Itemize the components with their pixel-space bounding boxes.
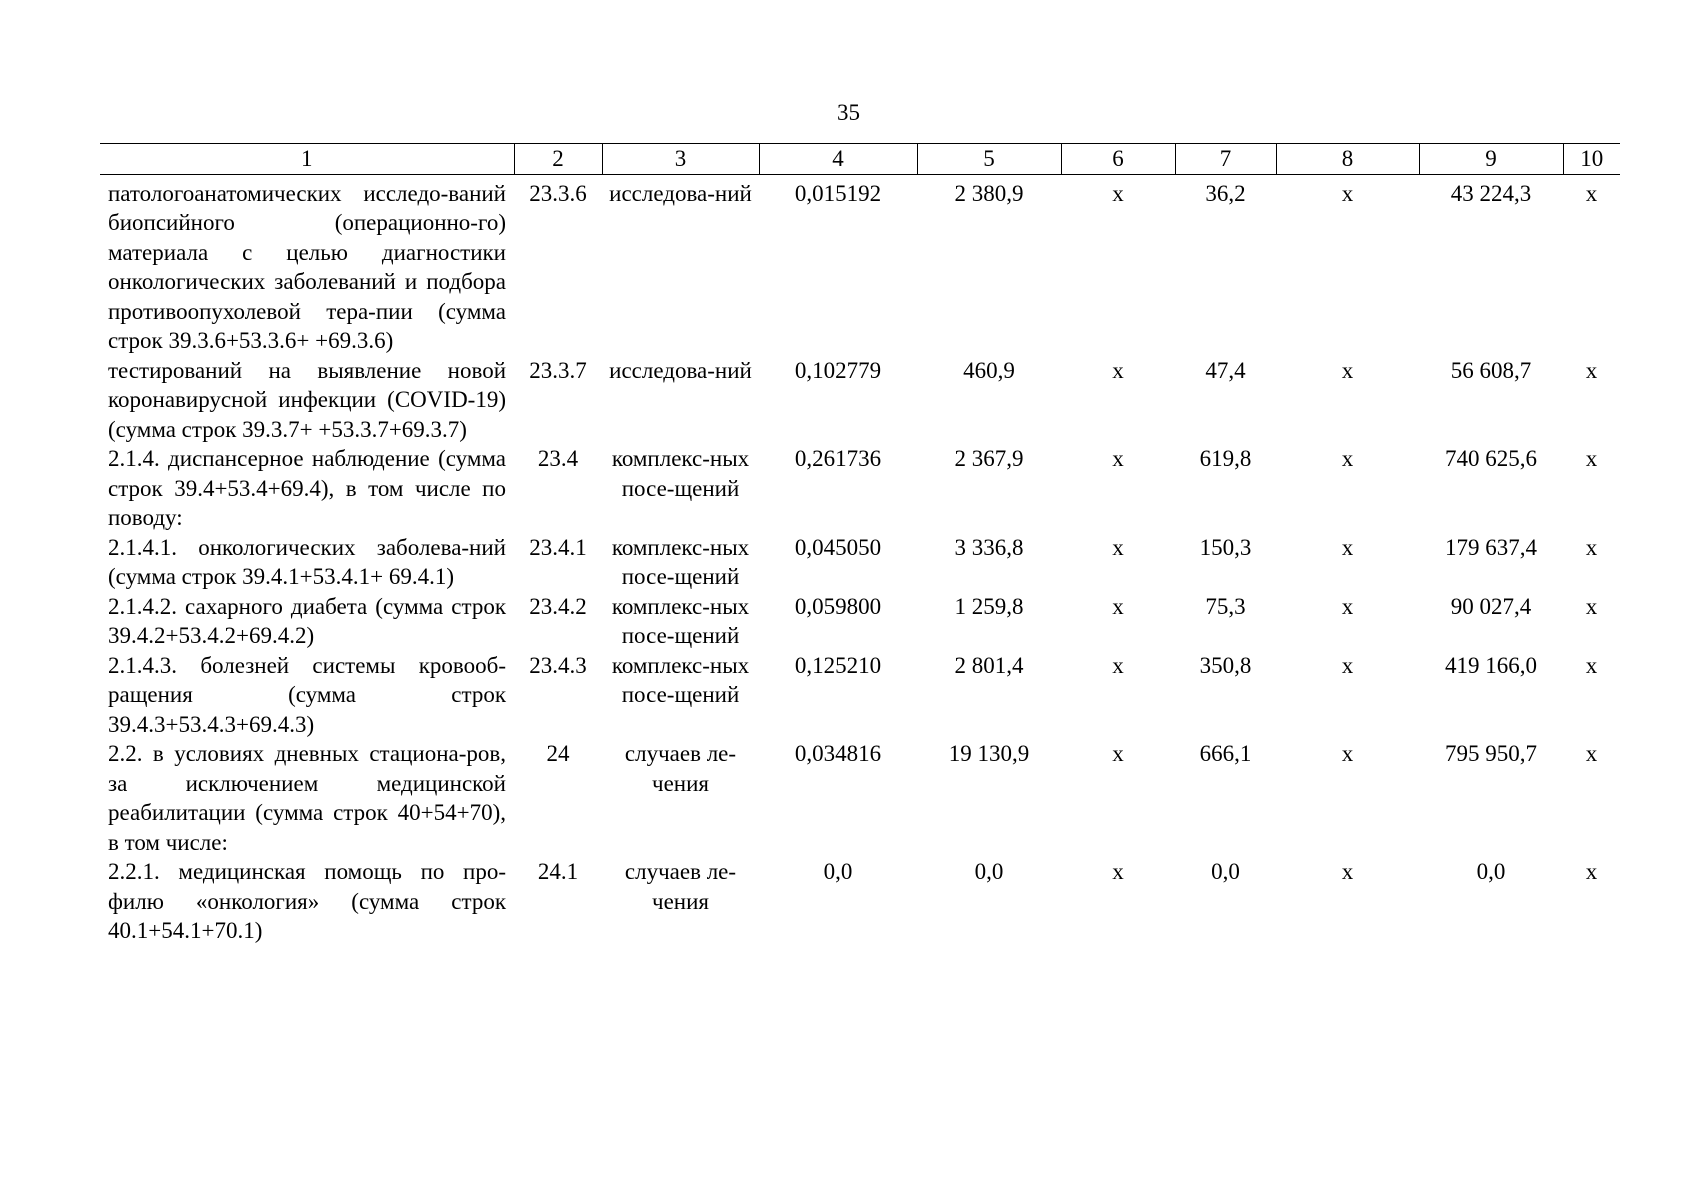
row-unit: случаев ле-чения: [624, 741, 737, 796]
row-value-col8: х: [1341, 859, 1354, 884]
row-value-col6: х: [1112, 180, 1124, 206]
row-line-code: 23.4.3: [529, 652, 587, 678]
row-description: 2.1.4. диспансерное наблюдение (сумма строк 39.4+53.4+69.4), в том числе по поводу:: [108, 446, 506, 530]
row-value-col7: 47,4: [1205, 357, 1246, 383]
row-value-col7: 350,8: [1199, 652, 1252, 678]
row-value-col6: х: [1112, 652, 1124, 678]
row-unit: исследова-ний: [609, 357, 752, 383]
row-unit: комплекс-ных посе-щений: [611, 534, 750, 589]
table-row: [100, 857, 1620, 946]
column-header: 7: [1175, 144, 1276, 175]
row-unit: комплекс-ных посе-щений: [611, 446, 750, 501]
table-row: [100, 592, 1620, 651]
row-value-col4: 0,125210: [794, 652, 882, 678]
row-value-col4: 0,0: [823, 859, 853, 884]
row-value-col8: х: [1341, 357, 1354, 383]
row-line-code: 23.4: [537, 446, 579, 471]
table-row: [100, 356, 1620, 445]
table-row: [100, 533, 1620, 592]
page-number: 35: [837, 100, 860, 125]
row-value-col5: 2 801,4: [954, 652, 1024, 678]
row-value-col7: 150,3: [1199, 534, 1252, 560]
row-value-col9: 90 027,4: [1450, 593, 1532, 619]
table-row: [100, 174, 1620, 356]
row-value-col5: 0,0: [974, 859, 1004, 884]
column-header: 8: [1276, 144, 1419, 175]
row-value-col6: х: [1112, 357, 1124, 383]
row-unit: комплекс-ных посе-щений: [611, 652, 750, 707]
table-row: [100, 739, 1620, 857]
row-description: 2.1.4.1. онкологических заболева-ний (сумма строк 39.4.1+53.4.1+ 69.4.1): [108, 534, 506, 589]
row-value-col7: 619,8: [1199, 446, 1252, 471]
column-header: 5: [917, 144, 1061, 175]
row-description: тестирований на выявление новой коронавирусной инфекции (COVID-19) (сумма строк 39.3.7+ +53.3.7+69.3.7): [108, 357, 506, 442]
row-value-col8: х: [1341, 180, 1354, 206]
column-header: 2: [514, 144, 602, 175]
row-value-col9: 43 224,3: [1450, 180, 1532, 206]
row-value-col5: 2 380,9: [954, 180, 1024, 206]
row-value-col5: 1 259,8: [954, 593, 1024, 619]
row-description: патологоанатомических исследо-ваний биопсийного (операционно-го) материала с целью диагностики онкологических заболеваний и подбора противоопухолевой тера-пии (сумма строк 39.3.6+53.3.6+ +69.3.6): [108, 180, 506, 353]
row-value-col9: 419 166,0: [1445, 652, 1537, 678]
row-value-col4: 0,059800: [794, 593, 882, 619]
row-value-col8: х: [1341, 652, 1354, 678]
row-unit: случаев ле-чения: [624, 859, 737, 914]
row-value-col10: х: [1585, 593, 1598, 619]
column-header: 10: [1563, 144, 1620, 175]
row-line-code: 23.3.6: [529, 180, 587, 206]
column-header: 6: [1061, 144, 1175, 175]
row-value-col4: 0,102779: [794, 357, 882, 383]
row-value-col9: 0,0: [1476, 859, 1506, 884]
row-value-col6: х: [1112, 534, 1124, 560]
row-value-col8: х: [1341, 446, 1354, 471]
row-value-col4: 0,261736: [794, 446, 882, 471]
row-description: 2.2. в условиях дневных стациона-ров, за исключением медицинской реабилитации (сумма строк 40+54+70), в том числе:: [108, 741, 506, 855]
column-header: 9: [1419, 144, 1563, 175]
row-value-col10: х: [1585, 652, 1598, 678]
row-value-col10: х: [1585, 446, 1598, 471]
header-row: [100, 144, 1620, 175]
row-value-col6: х: [1112, 446, 1124, 471]
row-description: 2.2.1. медицинская помощь по про-филю «онкология» (сумма строк 40.1+54.1+70.1): [108, 859, 506, 943]
row-line-code: 24.1: [537, 859, 579, 884]
row-value-col4: 0,015192: [794, 180, 882, 206]
column-header: 4: [759, 144, 917, 175]
column-header: 3: [602, 144, 759, 175]
row-value-col8: х: [1341, 741, 1354, 766]
row-value-col5: 460,9: [963, 357, 1015, 383]
row-line-code: 23.4.2: [529, 593, 587, 619]
row-value-col6: х: [1112, 593, 1124, 619]
column-header: 1: [100, 144, 514, 175]
row-value-col9: 795 950,7: [1445, 741, 1537, 766]
row-value-col10: х: [1585, 859, 1598, 884]
report-table: [100, 143, 1620, 946]
row-value-col9: 56 608,7: [1450, 357, 1532, 383]
row-line-code: 23.4.1: [529, 534, 587, 560]
row-value-col7: 666,1: [1199, 741, 1252, 766]
row-value-col7: 0,0: [1211, 859, 1240, 884]
row-value-col6: х: [1112, 741, 1124, 766]
row-value-col7: 75,3: [1205, 593, 1246, 619]
row-value-col5: 2 367,9: [954, 446, 1024, 471]
table-row: [100, 444, 1620, 533]
row-value-col4: 0,045050: [794, 534, 882, 560]
row-value-col8: х: [1341, 593, 1354, 619]
row-value-col9: 740 625,6: [1445, 446, 1537, 471]
row-value-col4: 0,034816: [794, 741, 882, 766]
row-unit: комплекс-ных посе-щений: [611, 593, 750, 648]
row-description: 2.1.4.3. болезней системы кровооб-ращения (сумма строк 39.4.3+53.4.3+69.4.3): [108, 652, 506, 737]
row-value-col10: х: [1585, 357, 1598, 383]
row-value-col5: 3 336,8: [954, 534, 1024, 560]
row-description: 2.1.4.2. сахарного диабета (сумма строк 39.4.2+53.4.2+69.4.2): [108, 593, 506, 648]
row-value-col10: х: [1585, 741, 1598, 766]
table-row: [100, 651, 1620, 740]
row-value-col7: 36,2: [1205, 180, 1246, 206]
row-value-col10: х: [1585, 180, 1598, 206]
row-value-col10: х: [1585, 534, 1598, 560]
row-value-col5: 19 130,9: [948, 741, 1030, 766]
row-value-col8: х: [1341, 534, 1354, 560]
row-line-code: 23.3.7: [529, 357, 587, 383]
row-line-code: 24: [546, 741, 570, 766]
row-value-col6: х: [1112, 859, 1124, 884]
row-value-col9: 179 637,4: [1445, 534, 1537, 560]
row-unit: исследова-ний: [609, 180, 752, 206]
